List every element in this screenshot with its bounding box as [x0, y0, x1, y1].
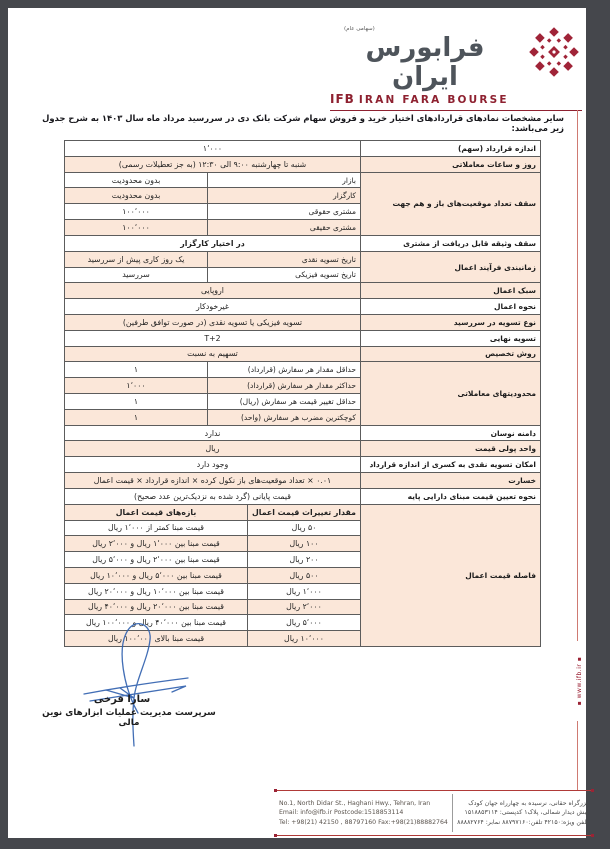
table-row — [64, 172, 540, 188]
row-label: اندازه قرارداد (سهم) — [361, 141, 541, 157]
price-step-header: مقدار تغییرات قیمت اعمال — [248, 504, 361, 520]
brand-name-english: IFB IRAN FARA BOURSE — [330, 92, 509, 107]
table-row — [64, 235, 540, 251]
price-step-value: ۵۰ ریال — [248, 520, 361, 536]
row-value: اروپایی — [64, 283, 360, 299]
row-value: بدون محدودیت — [64, 188, 207, 204]
signatory-name: سارا فرخی — [93, 694, 151, 705]
row-label: خسارت — [361, 473, 541, 489]
signatory-role: سرپرست مدیریت عملیات ابزارهای نوین مالی — [42, 708, 216, 728]
row-value: تسویه فیزیکی یا تسویه نقدی (در صورت توافق طرفین) — [64, 314, 360, 330]
row-sublabel: تاریخ تسویه نقدی — [208, 251, 361, 267]
website-url: ▪ www.ifb.ir ▪ — [575, 641, 585, 721]
row-value: وجود دارد — [64, 457, 360, 473]
table-row — [64, 425, 540, 441]
ifb-logo-icon — [526, 24, 582, 80]
brand-header — [330, 24, 582, 111]
brand-subtitle: (سهامی عام) — [344, 26, 375, 32]
spec-table-body — [64, 141, 540, 647]
footer-fa-line: تلفن ویژه:۴۲۱۵۰ تلفن:۸۸۷۹۷۱۶۰ نمابر: ۸۸۸۸۲۷۶۴ — [457, 818, 588, 826]
price-step-value: ۵٬۰۰۰ ریال — [248, 615, 361, 631]
footer-en-line: Email: info@ifb.ir Postcode:1518853114 — [279, 809, 404, 817]
row-sublabel: کارگزار — [208, 188, 361, 204]
footer-fa-line: بزرگراه حقانی، نرسیده به چهارراه جهان کودک — [468, 799, 588, 807]
row-value: ۱ — [64, 409, 207, 425]
row-sublabel: حداقل مقدار هر سفارش (قرارداد) — [208, 362, 361, 378]
row-value: در اختیار کارگزار — [64, 235, 360, 251]
row-label: نوع تسویه در سررسید — [361, 314, 541, 330]
table-row — [64, 457, 540, 473]
table-row — [64, 441, 540, 457]
row-sublabel: مشتری حقوقی — [208, 204, 361, 220]
price-step-value: ۱۰٬۰۰۰ ریال — [248, 631, 361, 647]
table-row — [64, 156, 540, 172]
price-range-header: بازه‌های قیمت اعمال — [64, 504, 247, 520]
document-page — [8, 8, 586, 838]
footer-address-english — [275, 796, 452, 831]
footer-corner-dot — [274, 789, 277, 792]
price-range-value: قیمت مبنا بین ۱٬۰۰۰ ریال و ۲٬۰۰۰ ریال — [64, 536, 247, 552]
row-value: قیمت پایانی (گرد شده به نزدیک‌ترین عدد صحیح) — [64, 488, 360, 504]
signature-block — [34, 636, 224, 728]
price-range-value: قیمت مبنا بین ۵٬۰۰۰ ریال و ۱۰٬۰۰۰ ریال — [64, 567, 247, 583]
contact-footer — [275, 790, 593, 836]
footer-corner-dot — [274, 834, 277, 837]
row-label: امکان تسویه نقدی به کسری از اندازه قرارداد — [361, 457, 541, 473]
price-range-value: قیمت مبنا بین ۱۰٬۰۰۰ ریال و ۲۰٬۰۰۰ ریال — [64, 583, 247, 599]
table-row — [64, 141, 540, 157]
price-range-value: قیمت مبنا بین ۴۰٬۰۰۰ ریال و ۱۰۰٬۰۰۰ ریال — [64, 615, 247, 631]
row-value: غیرخودکار — [64, 299, 360, 315]
row-label: روش تخصیص — [361, 346, 541, 362]
row-value: شنبه تا چهارشنبه ۹:۰۰ الی ۱۲:۳۰ (به جز تعطیلات رسمی) — [64, 156, 360, 172]
row-label: سقف وثیقه قابل دریافت از مشتری — [361, 235, 541, 251]
row-label: روز و ساعات معاملاتی — [361, 156, 541, 172]
table-row — [64, 488, 540, 504]
document-title: سایر مشخصات نمادهای قراردادهای اختیار خرید و فروش سهام شرکت بانک دی در سررسید مرداد ماه سال ۱۴۰۳ به شرح جدول زیر می‌باشد: — [42, 113, 564, 133]
price-step-value: ۲٬۰۰۰ ریال — [248, 599, 361, 615]
table-row — [64, 330, 540, 346]
footer-fa-line: نبش دیدار شمالی، پلاک۱ کدپستی: ۱۵۱۸۸۵۳۱۱۴ — [464, 809, 588, 817]
table-row — [64, 251, 540, 267]
row-label: سقف تعداد موقعیت‌های باز و هم جهت — [361, 172, 541, 235]
footer-en-line: Tel: +98(21) 42150 , 88797160 Fax:+98(21)88882764 — [279, 818, 448, 826]
row-value: ۱٬۰۰۰ — [64, 141, 360, 157]
row-value: ۱٬۰۰۰ — [64, 378, 207, 394]
price-step-value: ۲۰۰ ریال — [248, 552, 361, 568]
price-range-value: قیمت مبنا کمتر از ۱٬۰۰۰ ریال — [64, 520, 247, 536]
row-value: ۰.۰۱ × تعداد موقعیت‌های باز نکول کرده × اندازه قرارداد × قیمت اعمال — [64, 473, 360, 489]
brand-abbr: IFB — [330, 92, 355, 107]
row-value: یک روز کاری پیش از سررسید — [64, 251, 207, 267]
price-range-value: قیمت مبنا بالای ۱۰۰٬۰۰۰ ریال — [64, 631, 247, 647]
table-row — [64, 314, 540, 330]
footer-en-line: No.1, North Didar St., Haghani Hwy., Tehran, Iran — [279, 799, 431, 807]
row-label: واحد پولی قیمت — [361, 441, 541, 457]
price-range-value: قیمت مبنا بین ۲۰٬۰۰۰ ریال و ۴۰٬۰۰۰ ریال — [64, 599, 247, 615]
footer-corner-dot — [591, 789, 594, 792]
price-step-value: ۱٬۰۰۰ ریال — [248, 583, 361, 599]
footer-corner-dot — [591, 834, 594, 837]
brand-name-farsi: فرابورس ایران — [365, 33, 485, 92]
row-label: فاصله قیمت اعمال — [361, 504, 541, 646]
price-range-value: قیمت مبنا بین ۲٬۰۰۰ ریال و ۵٬۰۰۰ ریال — [64, 552, 247, 568]
row-value: ۱۰۰٬۰۰۰ — [64, 220, 207, 236]
row-value: سررسید — [64, 267, 207, 283]
row-value: ۱۰۰٬۰۰۰ — [64, 204, 207, 220]
price-step-value: ۱۰۰ ریال — [248, 536, 361, 552]
row-value: ۱ — [64, 362, 207, 378]
row-label: سبک اعمال — [361, 283, 541, 299]
price-step-value: ۵۰۰ ریال — [248, 567, 361, 583]
row-sublabel: مشتری حقیقی — [208, 220, 361, 236]
spec-table — [64, 140, 541, 647]
row-value: بدون محدودیت — [64, 172, 207, 188]
row-value: تسهیم به نسبت — [64, 346, 360, 362]
row-sublabel: کوچکترین مضرب هر سفارش (واحد) — [208, 409, 361, 425]
row-value: ریال — [64, 441, 360, 457]
row-value: T+2 — [64, 330, 360, 346]
table-row — [64, 283, 540, 299]
row-sublabel: بازار — [208, 172, 361, 188]
table-row — [64, 362, 540, 378]
table-row — [64, 299, 540, 315]
row-sublabel: حداقل تغییر قیمت هر سفارش (ریال) — [208, 394, 361, 410]
row-sublabel: حداکثر مقدار هر سفارش (قرارداد) — [208, 378, 361, 394]
handwritten-signature — [76, 618, 196, 748]
row-value: ۱ — [64, 394, 207, 410]
row-label: نحوه اعمال — [361, 299, 541, 315]
row-value: ندارد — [64, 425, 360, 441]
table-row — [64, 473, 540, 489]
row-label: نحوه تعیین قیمت مبنای دارایی پایه — [361, 488, 541, 504]
row-label: تسویه نهایی — [361, 330, 541, 346]
row-label: محدودیتهای معاملاتی — [361, 362, 541, 425]
row-sublabel: تاریخ تسویه فیزیکی — [208, 267, 361, 283]
footer-address-farsi — [452, 796, 593, 831]
row-label: دامنه نوسان — [361, 425, 541, 441]
row-label: زمانبندی فرآیند اعمال — [361, 251, 541, 283]
table-row — [64, 346, 540, 362]
table-row — [64, 504, 540, 520]
